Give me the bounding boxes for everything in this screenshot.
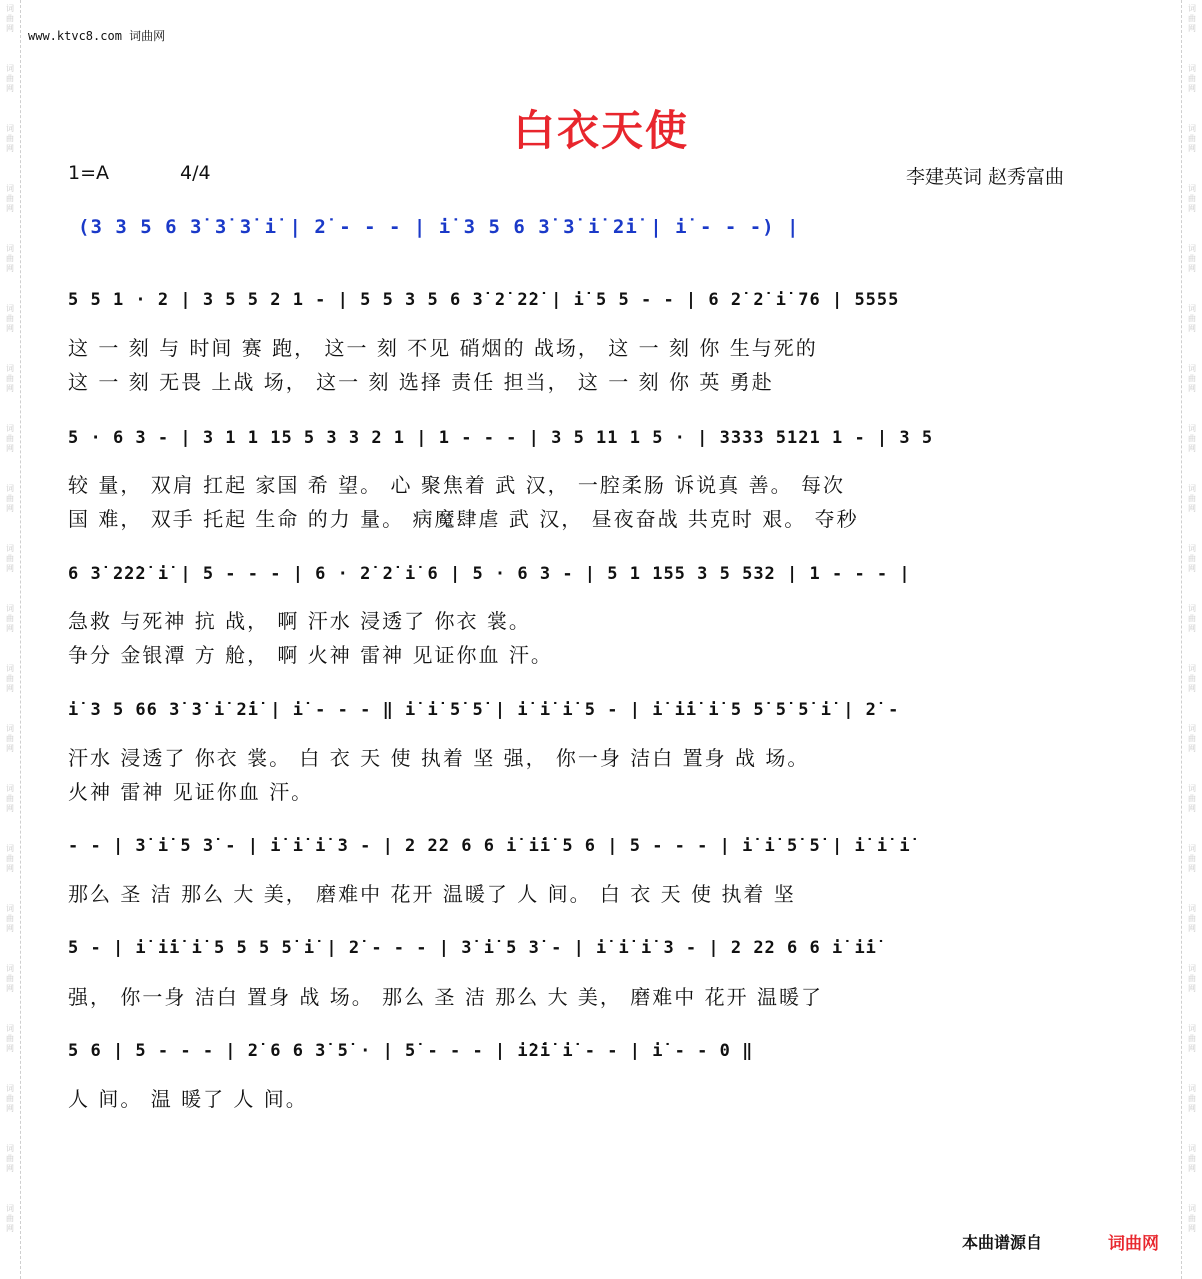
watermark-mark: 词 曲 网 (1188, 484, 1196, 513)
watermark-mark: 词 曲 网 (1188, 904, 1196, 933)
lyric-row-3-verse-1: 急救 与死神 抗 战， 啊 汗水 浸透了 你衣 裳。 (68, 609, 531, 633)
notation-row-2: 5 · 6 3 - | 3 1 1 15 5 3 3 2 1 | 1 - - - | 3 5 11 1 5 · | 3333 5121 1 - | 3 5 (68, 428, 934, 448)
lyric-row-1-verse-1: 这 一 刻 与 时间 赛 跑， 这一 刻 不见 硝烟的 战场， 这 一 刻 你 生与死的 (68, 336, 818, 360)
watermark-mark: 词 曲 网 (6, 964, 14, 993)
notation-row-6: 5 - | i̇ i̇i̇ i̇ 5 5 5 5̇ i̇ | 2̇ - - - | 3̇ i̇ 5 3̇ - | i̇ i̇ i̇ 3 - | 2 22 6 6 i̇ i̇i̇ (68, 938, 877, 958)
site-logo[interactable]: 词曲网 (1108, 1234, 1159, 1254)
credits: 李建英词 赵秀富曲 (906, 166, 1065, 188)
watermark-mark: 词 曲 网 (6, 1024, 14, 1053)
watermark-mark: 词 曲 网 (1188, 244, 1196, 273)
watermark-mark: 词 曲 网 (1188, 724, 1196, 753)
watermark-mark: 词 曲 网 (6, 124, 14, 153)
watermark-mark: 词 曲 网 (6, 544, 14, 573)
key-signature: 1=A (68, 162, 110, 184)
watermark-mark: 词 曲 网 (1188, 604, 1196, 633)
time-signature: 4/4 (180, 162, 211, 184)
lyric-row-5: 那么 圣 洁 那么 大 美， 磨难中 花开 温暖了 人 间。 白 衣 天 使 执着 坚 (68, 882, 796, 906)
watermark-mark: 词 曲 网 (1188, 424, 1196, 453)
watermark-mark: 词 曲 网 (6, 1204, 14, 1233)
lyric-row-4-verse-1: 汗水 浸透了 你衣 裳。 白 衣 天 使 执着 坚 强， 你一身 洁白 置身 战 场。 (68, 746, 810, 770)
watermark-mark: 词 曲 网 (6, 1084, 14, 1113)
watermark-mark: 词 曲 网 (1188, 1204, 1196, 1233)
watermark-mark: 词 曲 网 (1188, 4, 1196, 33)
site-url: www.ktvc8.com 词曲网 (28, 29, 166, 43)
watermark-mark: 词 曲 网 (6, 184, 14, 213)
lyric-row-7: 人 间。 温 暖了 人 间。 (68, 1087, 308, 1111)
watermark-mark: 词 曲 网 (6, 604, 14, 633)
watermark-mark: 词 曲 网 (1188, 184, 1196, 213)
watermark-mark: 词 曲 网 (1188, 364, 1196, 393)
notation-row-7: 5 6 | 5 - - - | 2̇ 6 6 3̇ 5̇ · | 5̇ - - - | i̇2̇i̇ i̇ - - | i̇ - - 0 ‖ (68, 1041, 754, 1061)
notation-row-5: - - | 3̇ i̇ 5 3̇ - | i̇ i̇ i̇ 3 - | 2 22 6 6 i̇ i̇i̇ 5 6 | 5 - - - | i̇ i̇ 5̇ 5̇ | i̇ i̇ i̇ (68, 836, 911, 856)
watermark-mark: 词 曲 网 (6, 244, 14, 273)
notation-row-1: 5 5 1 · 2 | 3 5 5 2 1 - | 5 5 3 5 6 3̇ 2̇ 2̇2̇ | i̇ 5 5 - - | 6 2̇ 2̇ i̇ 76 | 5555 (68, 290, 900, 310)
watermark-mark: 词 曲 网 (1188, 304, 1196, 333)
lyric-row-3-verse-2: 争分 金银潭 方 舱， 啊 火神 雷神 见证你血 汗。 (68, 643, 553, 667)
lyric-row-6: 强， 你一身 洁白 置身 战 场。 那么 圣 洁 那么 大 美， 磨难中 花开 温暖了 (68, 985, 824, 1009)
intro-notation: (3 3 5 6 3̇ 3̇ 3̇ i̇ | 2̇ - - - | i̇ 3 5 6 3̇ 3̇ i̇ 2̇i̇ | i̇ - - -) | (78, 216, 800, 238)
watermark-mark: 词 曲 网 (6, 844, 14, 873)
watermark-mark: 词 曲 网 (6, 424, 14, 453)
watermark-mark: 词 曲 网 (6, 304, 14, 333)
watermark-mark: 词 曲 网 (6, 4, 14, 33)
watermark-mark: 词 曲 网 (6, 364, 14, 393)
lyric-row-2-verse-2: 国 难， 双手 托起 生命 的力 量。 病魔肆虐 武 汉， 昼夜奋战 共克时 艰。 夺秒 (68, 507, 859, 531)
watermark-mark: 词 曲 网 (1188, 1024, 1196, 1053)
watermark-mark: 词 曲 网 (1188, 664, 1196, 693)
watermark-mark: 词 曲 网 (1188, 64, 1196, 93)
song-title: 白衣天使 (512, 106, 689, 155)
lyric-row-1-verse-2: 这 一 刻 无畏 上战 场， 这一 刻 选择 责任 担当， 这 一 刻 你 英 勇赴 (68, 370, 774, 394)
watermark-mark: 词 曲 网 (1188, 124, 1196, 153)
watermark-mark: 词 曲 网 (6, 664, 14, 693)
watermark-mark: 词 曲 网 (6, 904, 14, 933)
watermark-mark: 词 曲 网 (6, 724, 14, 753)
watermark-mark: 词 曲 网 (1188, 964, 1196, 993)
notation-row-3: 6 3̇ 2̇2̇2̇ i̇ | 5 - - - | 6 · 2̇ 2̇ i̇ 6 | 5 · 6 3 - | 5 1 155 3 5 532 | 1 - - - | (68, 564, 911, 584)
watermark-mark: 词 曲 网 (6, 64, 14, 93)
watermark-mark: 词 曲 网 (6, 784, 14, 813)
watermark-mark: 词 曲 网 (6, 484, 14, 513)
watermark-mark: 词 曲 网 (1188, 844, 1196, 873)
notation-row-4: i̇ 3 5 66 3̇ 3̇ i̇ 2̇i̇ | i̇ - - - ‖ i̇ i̇ 5̇ 5̇ | i̇ i̇ i̇ 5 - | i̇ i̇i̇ i̇ 5 5̇ 5̇ 5̇ i̇ | 2̇ - (68, 700, 900, 720)
watermark-mark: 词 曲 网 (1188, 1144, 1196, 1173)
watermark-mark: 词 曲 网 (6, 1144, 14, 1173)
source-label: 本曲谱源自 (962, 1233, 1043, 1252)
watermark-mark: 词 曲 网 (1188, 1084, 1196, 1113)
lyric-row-2-verse-1: 较 量， 双肩 扛起 家国 希 望。 心 聚焦着 武 汉， 一腔柔肠 诉说真 善。 每次 (68, 473, 846, 497)
watermark-mark: 词 曲 网 (1188, 544, 1196, 573)
watermark-mark: 词 曲 网 (1188, 784, 1196, 813)
lyric-row-4-verse-2: 火神 雷神 见证你血 汗。 (68, 780, 314, 804)
